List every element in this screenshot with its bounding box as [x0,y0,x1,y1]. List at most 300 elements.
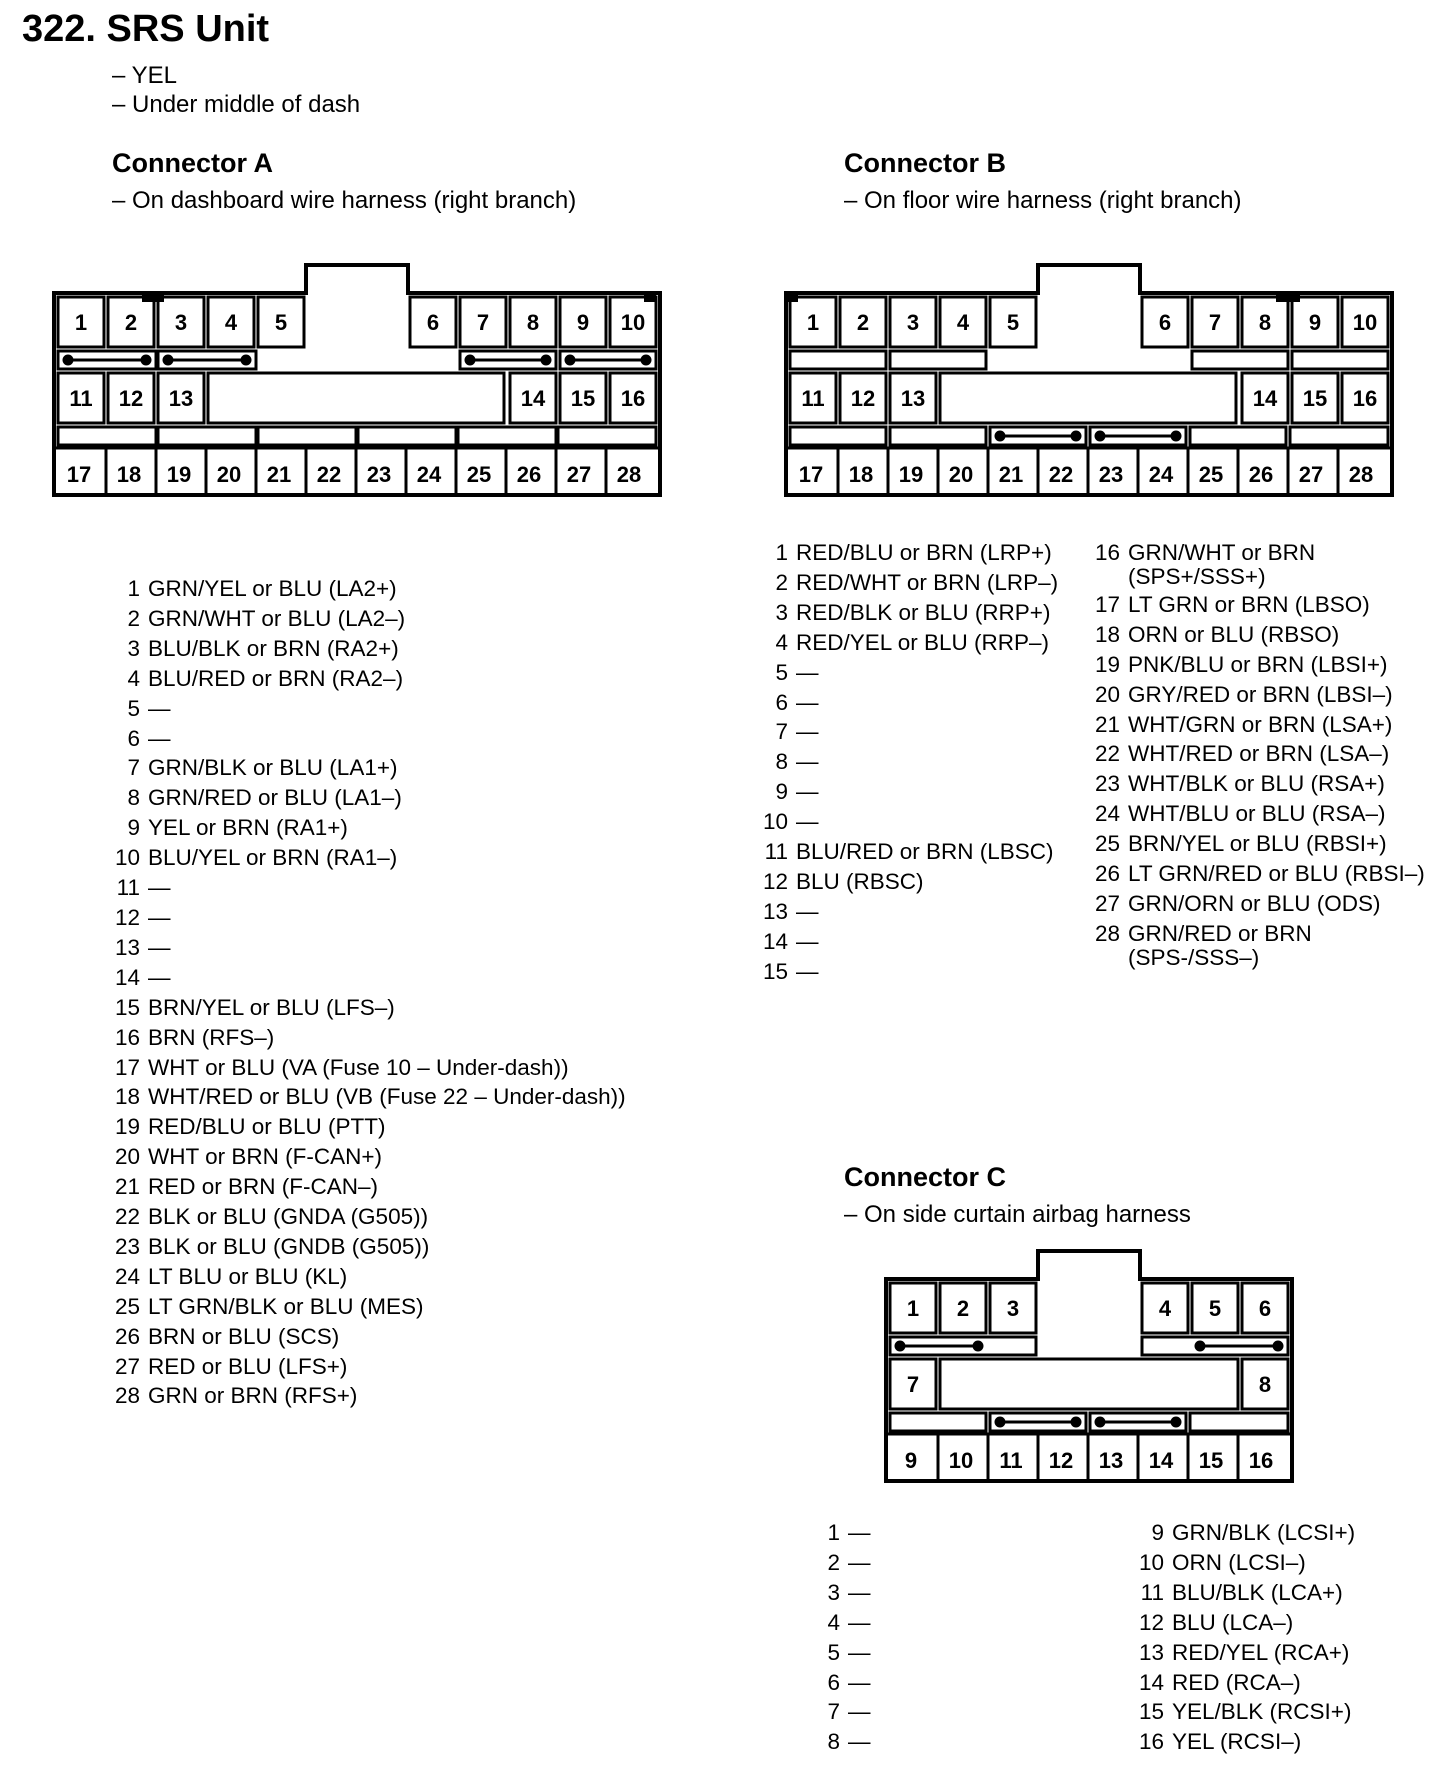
connector-a-cavity: 21 [266,462,292,487]
list-item [1132,1697,1355,1727]
pin-number: 8 [775,749,788,775]
connector-b-cavity: 25 [1198,462,1224,487]
pin-description: GRN/BLK (LCSI+) [1172,1520,1356,1545]
pin-description: YEL or BRN (RA1+) [148,815,348,841]
connector-c-cavity: 10 [948,1448,974,1473]
connector-a-cavity: 14 [520,386,546,411]
list-item [808,1548,871,1578]
list-item-continued [1088,564,1425,590]
connector-b-cavity: 28 [1348,462,1374,487]
pin-description: — [796,659,819,685]
list-item [1088,829,1425,859]
connector-c-cavity: 1 [906,1296,920,1321]
pin-number: 2 [127,605,140,631]
pin-description: WHT or BRN (F-CAN+) [148,1144,382,1170]
pin-number: 28 [1094,920,1120,946]
list-item [108,1202,626,1232]
connector-c-pin-list-left [808,1518,871,1757]
list-item [756,538,1058,568]
pin-description: RED (RCA–) [1172,1669,1301,1695]
pin-description: ORN or BLU (RBSO) [1128,621,1340,647]
pin-description: GRN/WHT or BLU (LA2–) [148,605,406,631]
connector-b-cavity: 24 [1148,462,1174,487]
connector-b-face [782,262,1398,500]
connector-c-title: Connector C [844,1162,1006,1192]
pin-number: 22 [1094,741,1120,767]
pin-number: 26 [1094,861,1120,887]
connector-a-cavity: 1 [74,310,88,335]
connector-a-cavity: 20 [216,462,242,487]
pin-number: 27 [1094,890,1120,916]
connector-a-cavity: 8 [526,310,540,335]
connector-a-face [50,262,665,500]
pin-description: BLU/RED or BRN (LBSC) [796,839,1054,865]
pin-number: 6 [775,689,788,715]
list-item [108,933,626,963]
pin-number: 3 [775,599,788,625]
connector-b-cavity: 10 [1352,310,1378,335]
list-item [108,783,626,813]
pin-description: LT GRN/RED or BLU (RBSI–) [1128,861,1425,887]
connector-c-cavity: 4 [1158,1296,1172,1321]
unit-location: – Under middle of dash [112,91,361,118]
pin-description: — [848,1579,871,1605]
pin-description: RED/YEL (RCA+) [1172,1639,1350,1665]
connector-a-cavity: 15 [570,386,596,411]
pin-number: 4 [827,1609,840,1635]
pin-number: 5 [775,659,788,685]
list-item [108,903,626,933]
pin-description: BRN/YEL or BLU (RBSI+) [1128,831,1387,857]
list-item [1088,650,1425,680]
connector-c-face [882,1248,1298,1488]
connector-a-cavity: 2 [124,310,138,335]
list-item [108,1023,626,1053]
connector-c-cavity: 15 [1198,1448,1224,1473]
list-item [1088,739,1425,769]
pin-description: WHT/GRN or BRN (LSA+) [1128,711,1393,737]
pin-number: 15 [114,994,140,1020]
list-item [808,1727,871,1757]
connector-a-cavity: 6 [426,310,440,335]
connector-a-cavity: 3 [174,310,188,335]
list-item [108,963,626,993]
list-item [108,1142,626,1172]
pin-number: 18 [1094,621,1120,647]
connector-b-cavity: 12 [850,386,876,411]
connector-b-pin-list-left [756,538,1058,987]
list-item [108,1262,626,1292]
connector-b-cavity: 22 [1048,462,1074,487]
connector-c-cavity: 14 [1148,1448,1174,1473]
pin-number: 26 [114,1323,140,1349]
pin-number: 22 [114,1204,140,1230]
pin-description: — [796,719,819,745]
pin-description: — [796,689,819,715]
pin-description: WHT/BLK or BLU (RSA+) [1128,771,1385,797]
connector-a-cavity: 13 [168,386,194,411]
pin-number: 12 [114,904,140,930]
list-item [108,1112,626,1142]
pin-number: 6 [827,1669,840,1695]
list-item [756,598,1058,628]
list-item [808,1668,871,1698]
pin-number: 13 [762,898,788,924]
connector-c-cavity: 12 [1048,1448,1074,1473]
connector-a-cavity: 19 [166,462,192,487]
pin-description: — [148,695,171,721]
pin-description: ORN (LCSI–) [1172,1549,1306,1575]
pin-description: BRN or BLU (SCS) [148,1323,340,1349]
connector-a-cavity: 16 [620,386,646,411]
pin-description: — [848,1549,871,1575]
list-item [108,813,626,843]
list-item [1088,859,1425,889]
pin-description: RED/BLU or BRN (LRP+) [796,540,1052,565]
pin-description: — [148,875,171,901]
list-item [108,1292,626,1322]
pin-number: 2 [827,1549,840,1575]
connector-a-cavity: 12 [118,386,144,411]
pin-number: 4 [775,629,788,655]
list-item [1132,1608,1355,1638]
pin-description: RED or BRN (F-CAN–) [148,1174,379,1200]
pin-description: — [796,809,819,835]
connector-a-cavity: 28 [616,462,642,487]
pin-description: BLU/BLK or BRN (RA2+) [148,635,399,661]
pin-description-continued: (SPS+/SSS+) [1128,563,1266,589]
connector-a-cavity: 24 [416,462,442,487]
connector-a-location: – On dashboard wire harness (right branch) [112,187,577,214]
list-item [108,873,626,903]
pin-number: 21 [114,1174,140,1200]
list-item [108,574,626,604]
pin-number: 5 [127,695,140,721]
pin-number: 16 [1094,540,1120,565]
pin-number: 15 [762,958,788,984]
pin-description: — [848,1639,871,1665]
connector-a-cavity: 10 [620,310,646,335]
connector-b-cavity: 16 [1352,386,1378,411]
list-item [756,688,1058,718]
list-item [108,1322,626,1352]
list-item [108,843,626,873]
pin-number: 8 [127,785,140,811]
list-item [1088,680,1425,710]
pin-number: 7 [775,719,788,745]
pin-number: 19 [1094,651,1120,677]
pin-description: PNK/BLU or BRN (LBSI+) [1128,651,1388,677]
pin-number: 20 [1094,681,1120,707]
list-item [108,1172,626,1202]
pin-description-continued: (SPS-/SSS–) [1128,944,1260,970]
pin-number: 8 [827,1729,840,1755]
connector-a-cavity: 9 [576,310,590,335]
pin-number: 10 [762,809,788,835]
pin-number: 9 [127,815,140,841]
pin-description: GRN/RED or BRN [1128,920,1312,946]
pin-description: — [796,928,819,954]
pin-number: 14 [114,964,140,990]
connector-b-cavity: 23 [1098,462,1124,487]
list-item [1088,889,1425,919]
connector-c-cavity: 13 [1098,1448,1124,1473]
list-item [808,1697,871,1727]
connector-c-cavity: 7 [906,1372,920,1397]
list-item [756,957,1058,987]
list-item [756,628,1058,658]
list-item [108,1381,626,1411]
list-item [756,568,1058,598]
pin-number: 9 [775,779,788,805]
connector-a-cavity: 26 [516,462,542,487]
pin-number: 24 [114,1263,140,1289]
list-item [1088,620,1425,650]
connector-b-cavity: 8 [1258,310,1272,335]
pin-description: YEL (RCSI–) [1172,1729,1302,1755]
pin-description: GRN/RED or BLU (LA1–) [148,785,402,811]
pin-number: 11 [116,875,140,901]
list-item [108,753,626,783]
list-item [808,1578,871,1608]
pin-description: BLK or BLU (GNDB (G505)) [148,1233,430,1259]
list-item [108,724,626,754]
connector-b-cavity: 27 [1298,462,1324,487]
pin-description: LT GRN or BRN (LBSO) [1128,591,1370,617]
connector-b-cavity: 19 [898,462,924,487]
pin-number: 27 [114,1353,140,1379]
pin-description: — [148,964,171,990]
list-item [108,664,626,694]
connector-a-cavity: 18 [116,462,142,487]
pin-description: GRN or BRN (RFS+) [148,1383,358,1409]
connector-b-cavity: 2 [856,310,870,335]
connector-b-cavity: 5 [1006,310,1020,335]
connector-c-cavity: 3 [1006,1296,1020,1321]
pin-number: 21 [1094,711,1120,737]
list-item [108,1082,626,1112]
connector-a-cavity: 22 [316,462,342,487]
list-item [108,604,626,634]
pin-description: GRY/RED or BRN (LBSI–) [1128,681,1393,707]
pin-number: 17 [114,1054,140,1080]
list-item [108,634,626,664]
connector-b-cavity: 1 [806,310,820,335]
list-item [108,1232,626,1262]
pin-description: — [796,958,819,984]
list-item [1132,1668,1355,1698]
pin-number: 13 [1138,1639,1164,1665]
pin-number: 1 [127,576,140,601]
pin-number: 4 [127,665,140,691]
pin-description: WHT/BLU or BLU (RSA–) [1128,801,1386,827]
pin-description: GRN/YEL or BLU (LA2+) [148,576,397,601]
pin-description: — [796,779,819,805]
pin-description: RED/YEL or BLU (RRP–) [796,629,1049,655]
pin-description: BLU (RBSC) [796,868,924,894]
pin-description: BLU (LCA–) [1172,1609,1294,1635]
connector-c-cavity: 11 [999,1448,1023,1473]
list-item [756,747,1058,777]
pin-number: 5 [827,1639,840,1665]
pin-description: BRN/YEL or BLU (LFS–) [148,994,395,1020]
pin-number: 14 [762,928,788,954]
pin-number: 23 [114,1233,140,1259]
connector-a-cavity: 23 [366,462,392,487]
connector-b-cavity: 7 [1208,310,1222,335]
connector-b-cavity: 21 [998,462,1024,487]
connector-b-cavity: 18 [848,462,874,487]
pin-number: 24 [1094,801,1120,827]
connector-c-cavity: 2 [956,1296,970,1321]
connector-c-location: – On side curtain airbag harness [844,1201,1191,1228]
connector-a-cavity: 7 [476,310,490,335]
connector-b-cavity: 6 [1158,310,1172,335]
pin-number: 1 [827,1520,840,1545]
list-item [108,1352,626,1382]
pin-number: 12 [1138,1609,1164,1635]
list-item [108,1053,626,1083]
pin-description: — [848,1520,871,1545]
list-item [756,837,1058,867]
list-item [108,694,626,724]
pin-number: 7 [827,1699,840,1725]
list-item [756,927,1058,957]
list-item [756,897,1058,927]
pin-description: BLU/BLK (LCA+) [1172,1579,1343,1605]
connector-a-cavity: 11 [69,386,93,411]
pin-number: 10 [114,845,140,871]
connector-b-cavity: 4 [956,310,970,335]
list-item [108,993,626,1023]
pin-number: 20 [114,1144,140,1170]
pin-number: 28 [114,1383,140,1409]
pin-description: — [796,749,819,775]
pin-description: — [148,904,171,930]
connector-b-location: – On floor wire harness (right branch) [844,187,1242,214]
connector-b-cavity: 15 [1302,386,1328,411]
pin-description: — [848,1609,871,1635]
pin-description: — [848,1729,871,1755]
list-item [808,1608,871,1638]
connector-a-cavity: 27 [566,462,592,487]
pin-number: 11 [764,839,788,865]
pin-description: BRN (RFS–) [148,1024,275,1050]
pin-number: 1 [775,540,788,565]
connector-a-cavity: 4 [224,310,238,335]
list-item [756,867,1058,897]
connector-c-cavity: 9 [904,1448,918,1473]
pin-description: — [148,934,171,960]
pin-number: 18 [114,1084,140,1110]
list-item [1088,710,1425,740]
connector-c-cavity: 16 [1248,1448,1274,1473]
pin-number: 14 [1138,1669,1164,1695]
connector-b-cavity: 20 [948,462,974,487]
connector-a-cavity: 25 [466,462,492,487]
connector-b-cavity: 3 [906,310,920,335]
list-item [1088,590,1425,620]
pin-description: — [848,1699,871,1725]
connector-a-cavity: 5 [274,310,288,335]
pin-description: WHT or BLU (VA (Fuse 10 – Under-dash)) [148,1054,569,1080]
connector-c-pin-list-right [1132,1518,1355,1757]
pin-description: RED/BLK or BLU (RRP+) [796,599,1051,625]
connector-b-cavity: 26 [1248,462,1274,487]
list-item [756,658,1058,688]
pin-number: 25 [1094,831,1120,857]
connector-c-cavity: 6 [1258,1296,1272,1321]
pin-description: RED or BLU (LFS+) [148,1353,348,1379]
list-item [1132,1638,1355,1668]
pin-number: 10 [1138,1549,1164,1575]
connector-b-cavity: 17 [798,462,824,487]
connector-b-cavity: 11 [801,386,825,411]
connector-a-cavity: 17 [66,462,92,487]
pin-number: 6 [127,725,140,751]
connector-a-pin-list [108,574,626,1411]
pin-number: 25 [114,1293,140,1319]
pin-description: — [848,1669,871,1695]
page-title: 322. SRS Unit [22,8,270,50]
pin-description: RED/BLU or BLU (PTT) [148,1114,386,1140]
pin-number: 23 [1094,771,1120,797]
pin-description: GRN/BLK or BLU (LA1+) [148,755,398,781]
connector-c-cavity: 5 [1208,1296,1222,1321]
connector-b-cavity: 13 [900,386,926,411]
pin-description: BLK or BLU (GNDA (G505)) [148,1204,429,1230]
pin-description: GRN/WHT or BRN [1128,540,1316,565]
pin-description: WHT/RED or BLU (VB (Fuse 22 – Under-dash)) [148,1084,626,1110]
connector-b-cavity: 14 [1252,386,1278,411]
list-item [1132,1548,1355,1578]
connector-b-title: Connector B [844,148,1006,178]
pin-number: 13 [114,934,140,960]
pin-description: GRN/ORN or BLU (ODS) [1128,890,1381,916]
connector-b-cavity: 9 [1308,310,1322,335]
pin-description: YEL/BLK (RCSI+) [1172,1699,1352,1725]
connector-b-pin-list-right [1088,538,1425,971]
list-item [1088,769,1425,799]
list-item [756,777,1058,807]
list-item [1132,1518,1355,1548]
pin-description: LT BLU or BLU (KL) [148,1263,348,1289]
pin-number: 17 [1094,591,1120,617]
list-item [756,807,1058,837]
pin-description: RED/WHT or BRN (LRP–) [796,569,1059,595]
pin-number: 15 [1138,1699,1164,1725]
pin-number: 12 [762,868,788,894]
pin-number: 16 [114,1024,140,1050]
pin-description: BLU/RED or BRN (RA2–) [148,665,404,691]
connector-a-title: Connector A [112,148,273,178]
pin-description: — [148,725,171,751]
list-item [808,1638,871,1668]
list-item [1132,1727,1355,1757]
connector-c-cavity: 8 [1258,1372,1272,1397]
pin-number: 16 [1138,1729,1164,1755]
list-item-continued [1088,945,1425,971]
pin-number: 11 [1140,1579,1164,1605]
pin-description: WHT/RED or BRN (LSA–) [1128,741,1390,767]
pin-number: 19 [114,1114,140,1140]
pin-number: 9 [1151,1520,1164,1545]
wire-color: – YEL [112,62,177,89]
pin-number: 3 [127,635,140,661]
list-item [808,1518,871,1548]
pin-description: LT GRN/BLK or BLU (MES) [148,1293,424,1319]
list-item [1132,1578,1355,1608]
